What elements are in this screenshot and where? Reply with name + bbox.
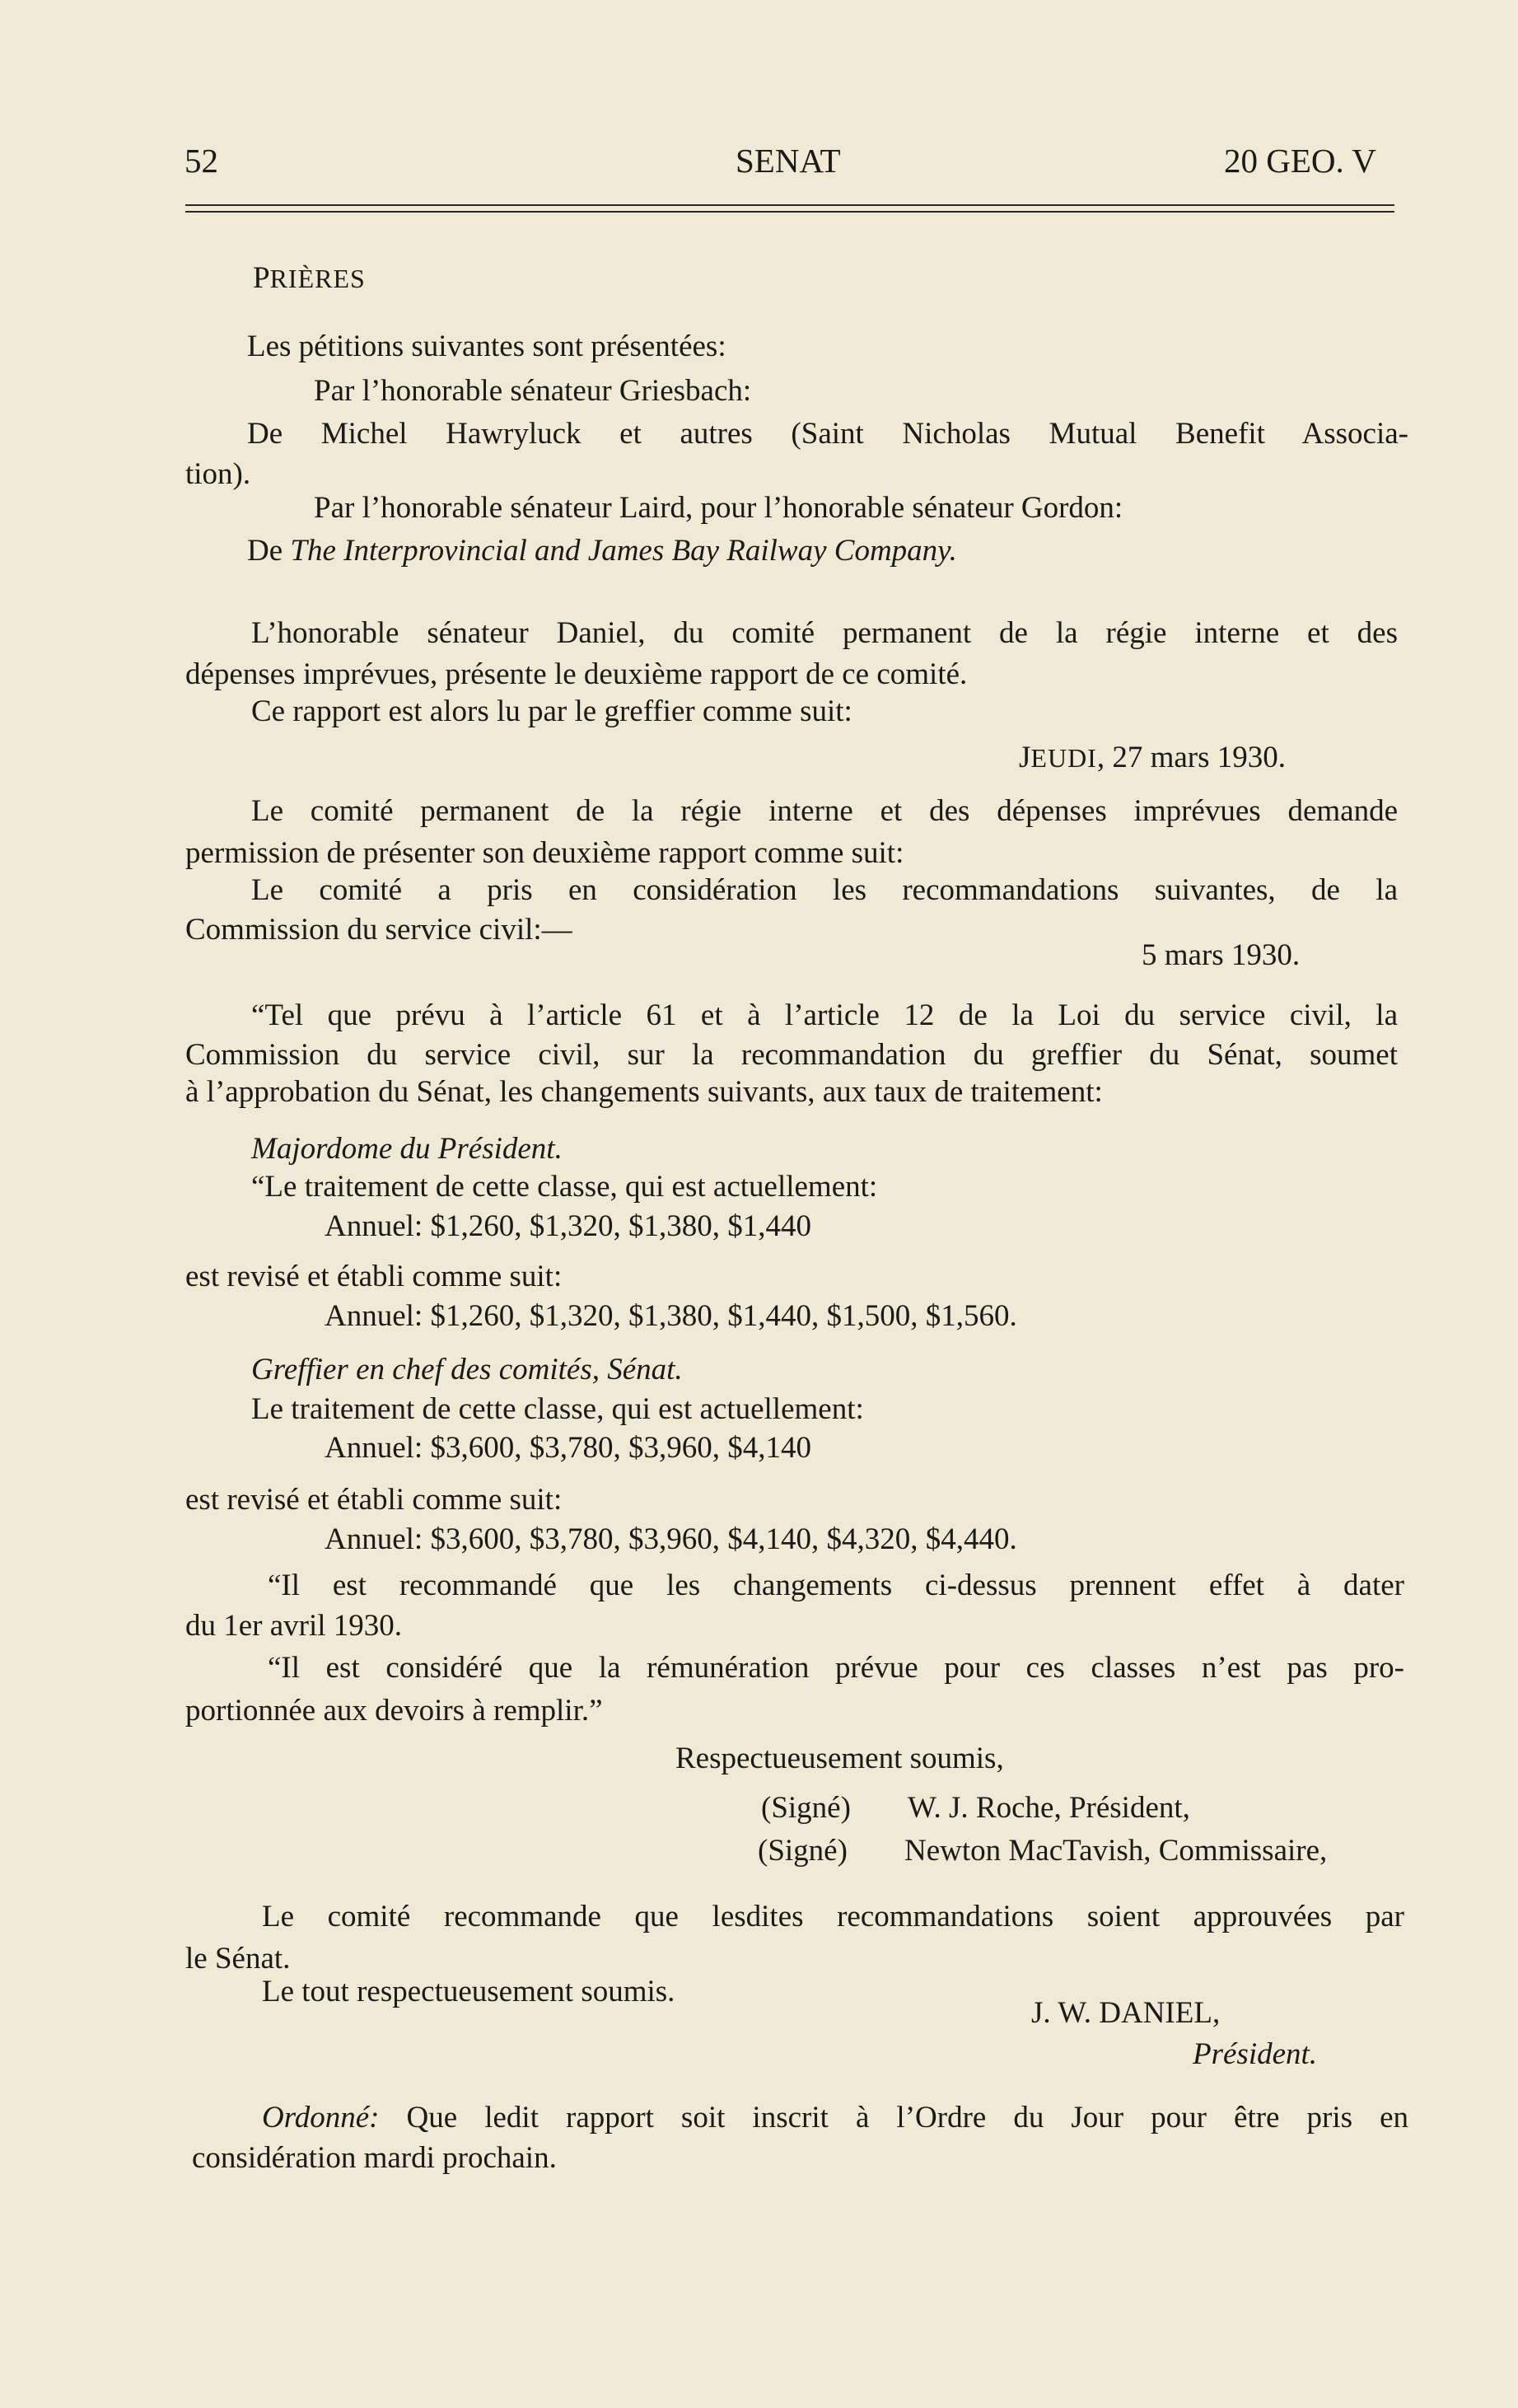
petition-source-1: De Michel Hawryluck et autres (Saint Nicholas Mutual Benefit Associa-: [247, 417, 1408, 451]
report-intro-line-3: Ce rapport est alors lu par le greffier comme suit:: [251, 694, 852, 728]
page-number: 52: [184, 142, 218, 180]
recommend-line-1: Le comité recommande que lesdites recommandations soient approuvées par: [262, 1900, 1404, 1933]
class-2-revised-rates: Annuel: $3,600, $3,780, $3,960, $4,140, $4,320, $4,440.: [325, 1522, 1017, 1556]
header-rule-top: [185, 204, 1394, 206]
signed-label-1: (Signé): [761, 1791, 851, 1825]
report-intro-line-1: L’honorable sénateur Daniel, du comité permanent de la régie interne et des: [251, 616, 1398, 650]
report-date: JEUDI, 27 mars 1930.: [1019, 741, 1287, 774]
consider-line-2: portionnée aux devoirs à remplir.”: [185, 1694, 603, 1728]
class-1-revised-rates: Annuel: $1,260, $1,320, $1,380, $1,440, $1,500, $1,560.: [325, 1299, 1017, 1333]
class-2-revised-intro: est revisé et établi comme suit:: [185, 1483, 563, 1517]
petition-sponsor-2: Par l’honorable sénateur Laird, pour l’honorable sénateur Gordon:: [314, 491, 1123, 525]
petitions-intro: Les pétitions suivantes sont présentées:: [247, 330, 726, 363]
order-line-2: considération mardi prochain.: [192, 2141, 557, 2175]
quote-line-3: à l’approbation du Sénat, les changements suivants, aux taux de traitement:: [185, 1075, 1103, 1109]
quote-line-1: “Tel que prévu à l’article 61 et à l’article 12 de la Loi du service civil, la: [251, 998, 1398, 1032]
class-2-current-rates: Annuel: $3,600, $3,780, $3,960, $4,140: [325, 1431, 811, 1465]
header-rule-bottom: [185, 211, 1394, 213]
report-line-4: Commission du service civil:—: [185, 913, 572, 947]
order-line-1: Ordonné: Que ledit rapport soit inscrit à l’Ordre du Jour pour être pris en: [262, 2101, 1408, 2134]
quote-line-2: Commission du service civil, sur la recommandation du greffier du Sénat, soumet: [185, 1038, 1398, 1072]
class-2-current-intro: Le traitement de cette classe, qui est actuellement:: [251, 1392, 864, 1426]
petition-source-1-cont: tion).: [185, 457, 251, 491]
class-2-title: Greffier en chef des comités, Sénat.: [251, 1353, 683, 1386]
petition-sponsor-1: Par l’honorable sénateur Griesbach:: [314, 374, 752, 408]
commission-date: 5 mars 1930.: [1142, 938, 1301, 972]
report-line-2: permission de présenter son deuxième rapport comme suit:: [185, 836, 904, 870]
class-1-revised-intro: est revisé et établi comme suit:: [185, 1260, 563, 1293]
report-line-1: Le comité permanent de la régie interne et des dépenses imprévues demande: [251, 794, 1398, 828]
effect-line-1: “Il est recommandé que les changements ci-dessus prennent effet à dater: [268, 1569, 1404, 1602]
signer-2: Newton MacTavish, Commissaire,: [904, 1834, 1328, 1868]
effect-line-2: du 1er avril 1930.: [185, 1609, 403, 1643]
session-label: 20 GEO. V: [1224, 142, 1376, 180]
closing-phrase: Respectueusement soumis,: [675, 1742, 1004, 1775]
petition-source-2: De The Interprovincial and James Bay Railway Company.: [247, 534, 957, 568]
submitted-line: Le tout respectueusement soumis.: [262, 1975, 675, 2008]
report-intro-line-2: dépenses imprévues, présente le deuxième rapport de ce comité.: [185, 657, 968, 691]
class-1-current-intro: “Le traitement de cette classe, qui est actuellement:: [251, 1170, 878, 1204]
recommend-line-2: le Sénat.: [185, 1942, 291, 1975]
class-1-title: Majordome du Président.: [251, 1132, 563, 1166]
section-heading-prayers: PRIÈRES: [253, 261, 366, 295]
consider-line-1: “Il est considéré que la rémunération prévue pour ces classes n’est pas pro-: [268, 1651, 1404, 1685]
class-1-current-rates: Annuel: $1,260, $1,320, $1,380, $1,440: [325, 1209, 811, 1243]
chair-name: J. W. DANIEL,: [1031, 1996, 1221, 2030]
signed-label-2: (Signé): [758, 1834, 848, 1868]
chair-title: Président.: [1193, 2037, 1318, 2071]
signer-1: W. J. Roche, Président,: [908, 1791, 1190, 1825]
report-line-3: Le comité a pris en considération les recommandations suivantes, de la: [251, 873, 1398, 907]
page-title: SENAT: [736, 142, 841, 180]
